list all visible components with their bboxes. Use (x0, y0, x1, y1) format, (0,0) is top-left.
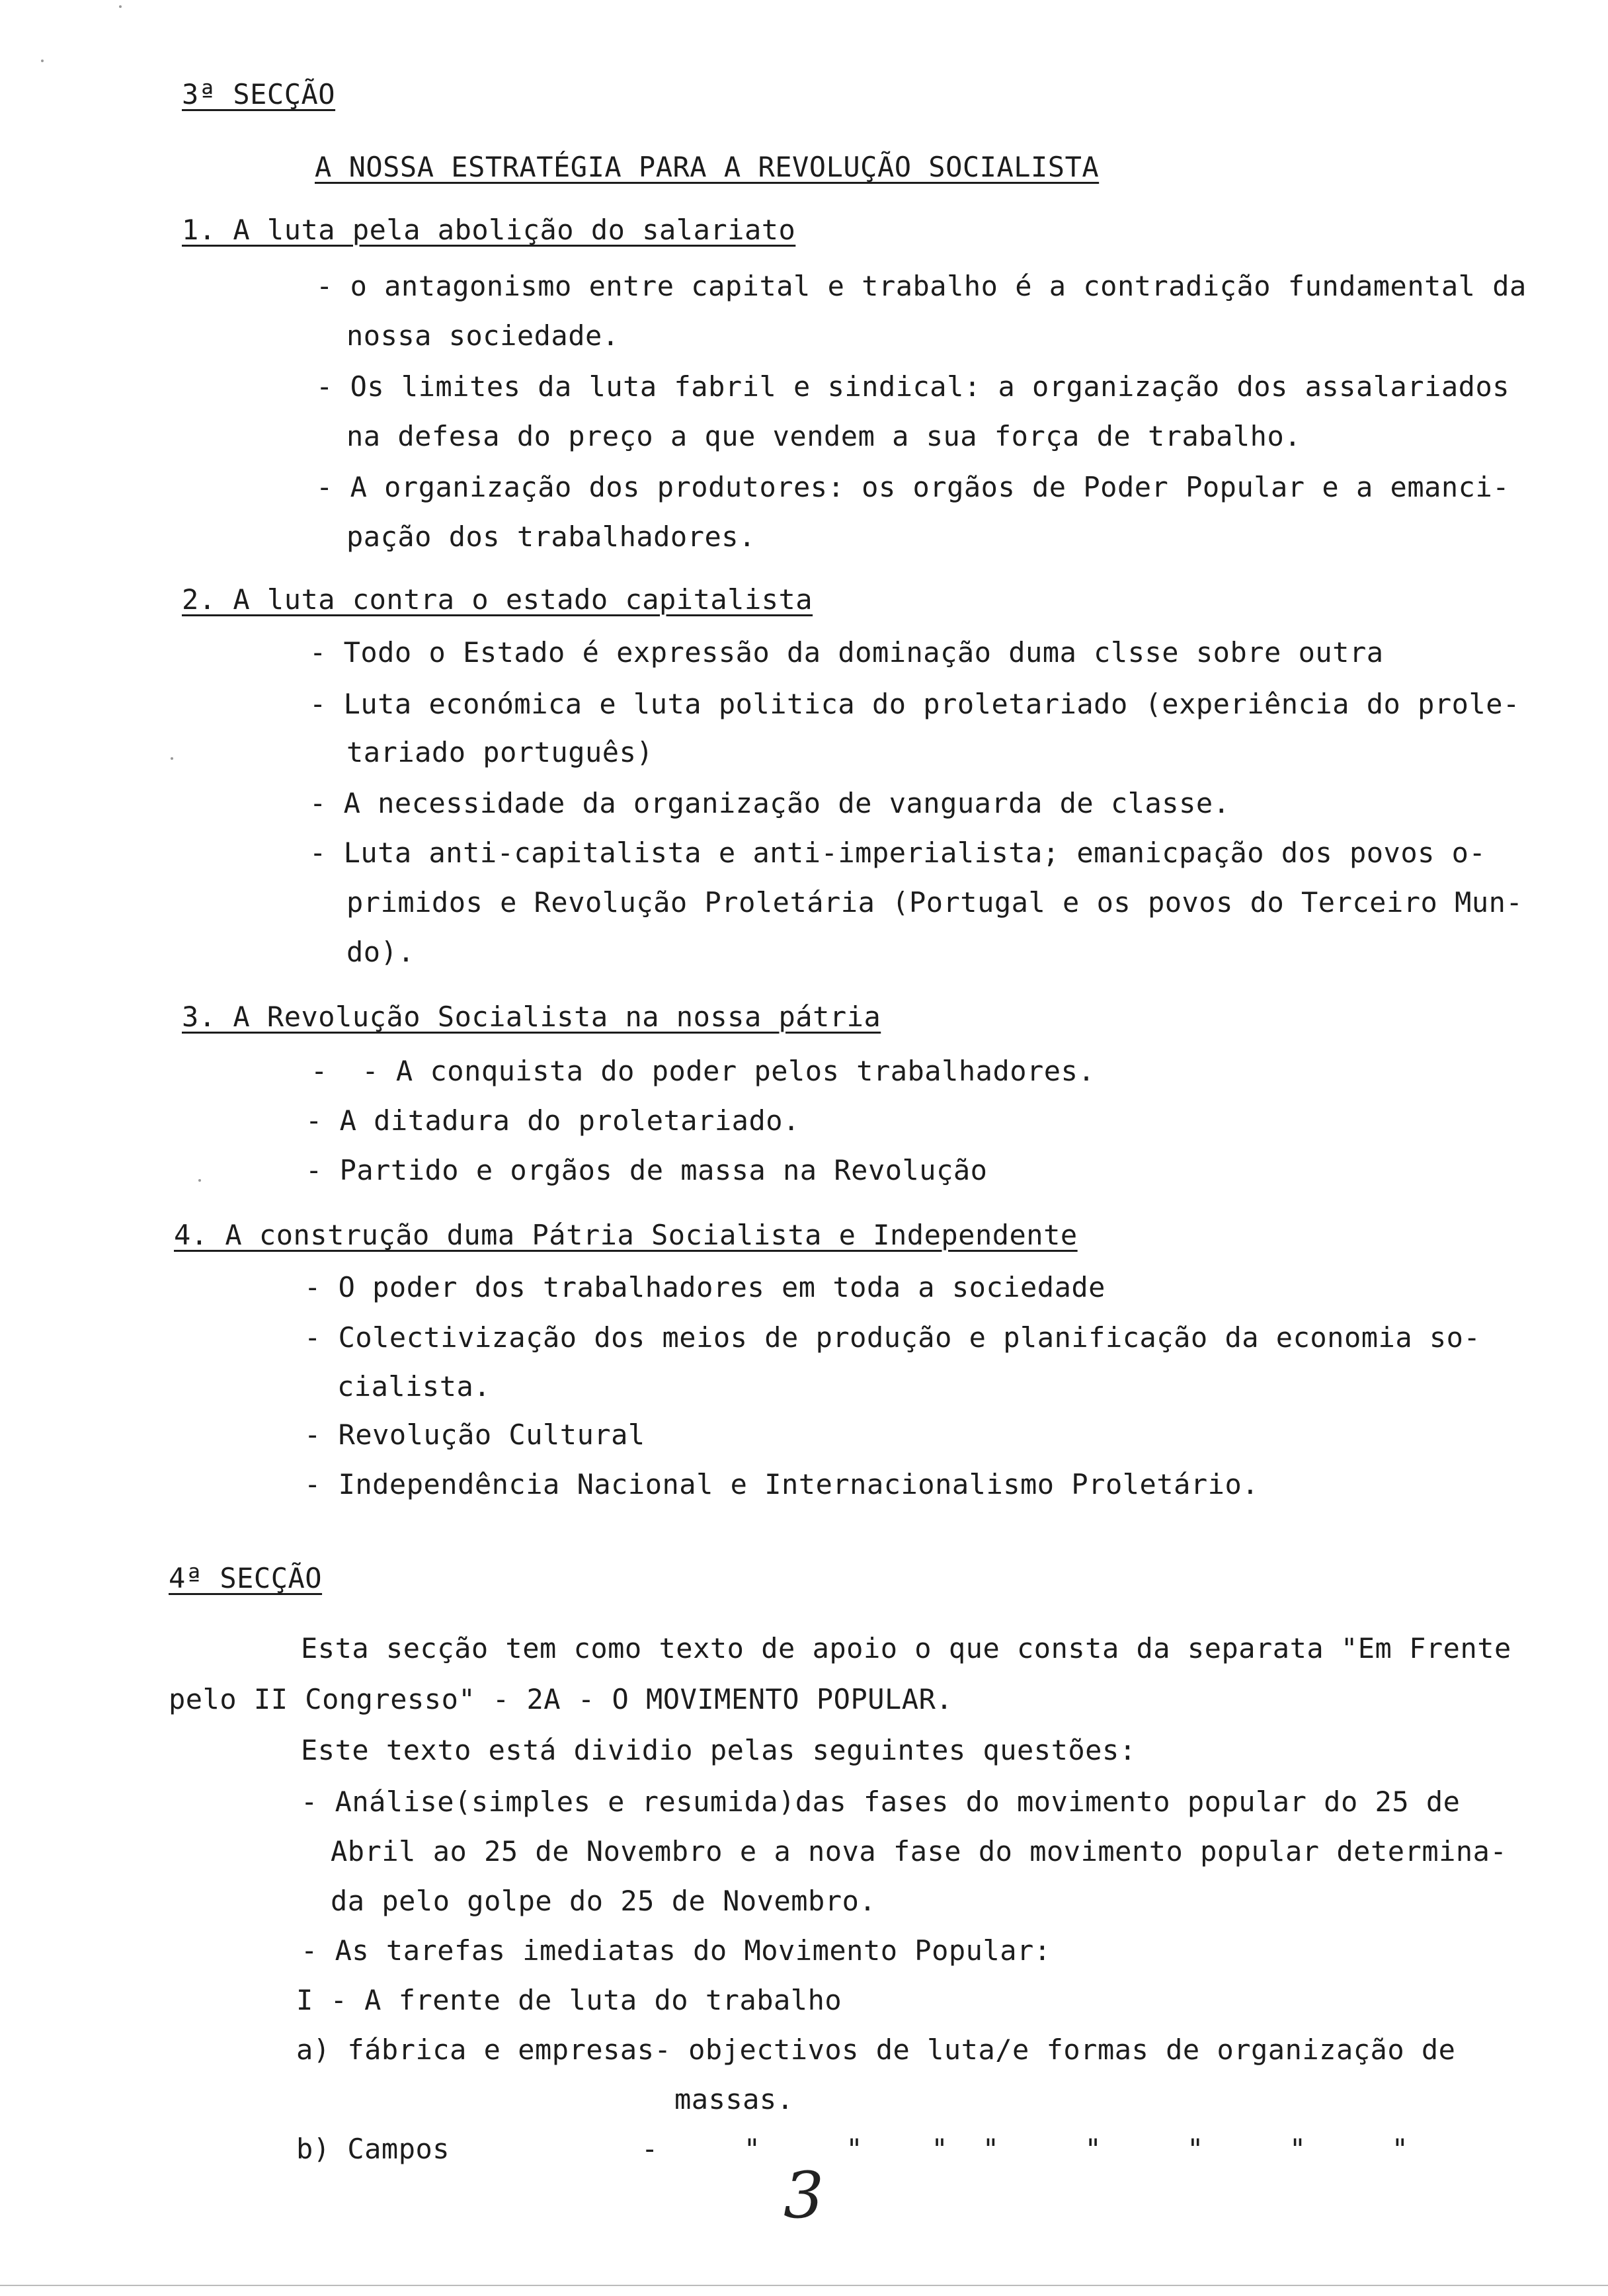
scan-speck (41, 60, 44, 62)
topic-3-heading: 3. A Revolução Socialista na nossa pátria (182, 1001, 881, 1033)
topic-4-line: - O poder dos trabalhadores em toda a sociedade (304, 1271, 1106, 1303)
topic-4-line: - Revolução Cultural (304, 1418, 645, 1451)
topic-2-line: - Luta económica e luta politica do proletariado (experiência do prole- (309, 688, 1520, 720)
section-4-line: massas. (674, 2083, 794, 2115)
section-4-heading: 4ª SECÇÃO (169, 1562, 323, 1594)
topic-4-line: cialista. (337, 1370, 491, 1403)
topic-1-line: pação dos trabalhadores. (346, 520, 756, 553)
topic-3-line: - - A conquista do poder pelos trabalhadores. (311, 1055, 1096, 1087)
section-4-line: pelo II Congresso" - 2A - O MOVIMENTO POPULAR. (169, 1683, 953, 1715)
scan-edge-line (0, 2285, 1608, 2286)
section-4-line: da pelo golpe do 25 de Novembro. (331, 1885, 877, 1917)
topic-1-heading: 1. A luta pela abolição do salariato (182, 214, 796, 246)
topic-1-line: nossa sociedade. (346, 319, 620, 352)
scan-speck (171, 757, 173, 760)
section-4-line: Abril ao 25 de Novembro e a nova fase do movimento popular determina- (331, 1835, 1508, 1867)
topic-1-line: - o antagonismo entre capital e trabalho é a contradição fundamental da (316, 270, 1527, 302)
scan-speck (198, 1179, 201, 1182)
ditto-marks: - " " " " " " " " (641, 2133, 1409, 2165)
scan-speck (119, 5, 122, 8)
topic-2-line: do). (346, 936, 415, 968)
page-number: 3 (784, 2158, 824, 2233)
section-4-line: b) Campos (296, 2133, 450, 2165)
topic-1-line: na defesa do preço a que vendem a sua força de trabalho. (346, 420, 1302, 452)
topic-1-line: - A organização dos produtores: os orgãos de Poder Popular e a emanci- (316, 471, 1510, 503)
section-4-line: Esta secção tem como texto de apoio o que consta da separata "Em Frente (301, 1632, 1511, 1664)
section-4-line: - Análise(simples e resumida)das fases do movimento popular do 25 de (301, 1785, 1461, 1818)
topic-2-line: - Todo o Estado é expressão da dominação duma clsse sobre outra (309, 636, 1384, 669)
topic-2-line: - A necessidade da organização de vanguarda de classe. (309, 787, 1230, 819)
topic-2-heading: 2. A luta contra o estado capitalista (182, 583, 813, 616)
section-4-line: - As tarefas imediatas do Movimento Popular: (301, 1934, 1051, 1967)
section-4-line: I - A frente de luta do trabalho (296, 1984, 842, 2016)
topic-2-line: tariado português) (346, 736, 654, 768)
topic-1-line: - Os limites da luta fabril e sindical: a organização dos assalariados (316, 370, 1510, 403)
topic-4-line: - Independência Nacional e Internacionalismo Proletário. (304, 1468, 1260, 1500)
topic-4-heading: 4. A construção duma Pátria Socialista e Independente (174, 1219, 1078, 1251)
topic-3-line: - Partido e orgãos de massa na Revolução (305, 1154, 988, 1186)
topic-4-line: - Colectivização dos meios de produção e planificação da economia so- (304, 1321, 1481, 1354)
topic-2-line: primidos e Revolução Proletária (Portugal e os povos do Terceiro Mun- (346, 886, 1523, 919)
topic-2-line: - Luta anti-capitalista e anti-imperialista; emanicpação dos povos o- (309, 837, 1486, 869)
topic-3-line: - A ditadura do proletariado. (305, 1104, 800, 1137)
section-4-line: a) fábrica e empresas- objectivos de luta/e formas de organização de (296, 2033, 1456, 2066)
section-3-heading: 3ª SECÇÃO (182, 78, 336, 110)
section-3-title: A NOSSA ESTRATÉGIA PARA A REVOLUÇÃO SOCIALISTA (315, 151, 1100, 183)
section-4-line: Este texto está dividio pelas seguintes questões: (301, 1734, 1137, 1766)
